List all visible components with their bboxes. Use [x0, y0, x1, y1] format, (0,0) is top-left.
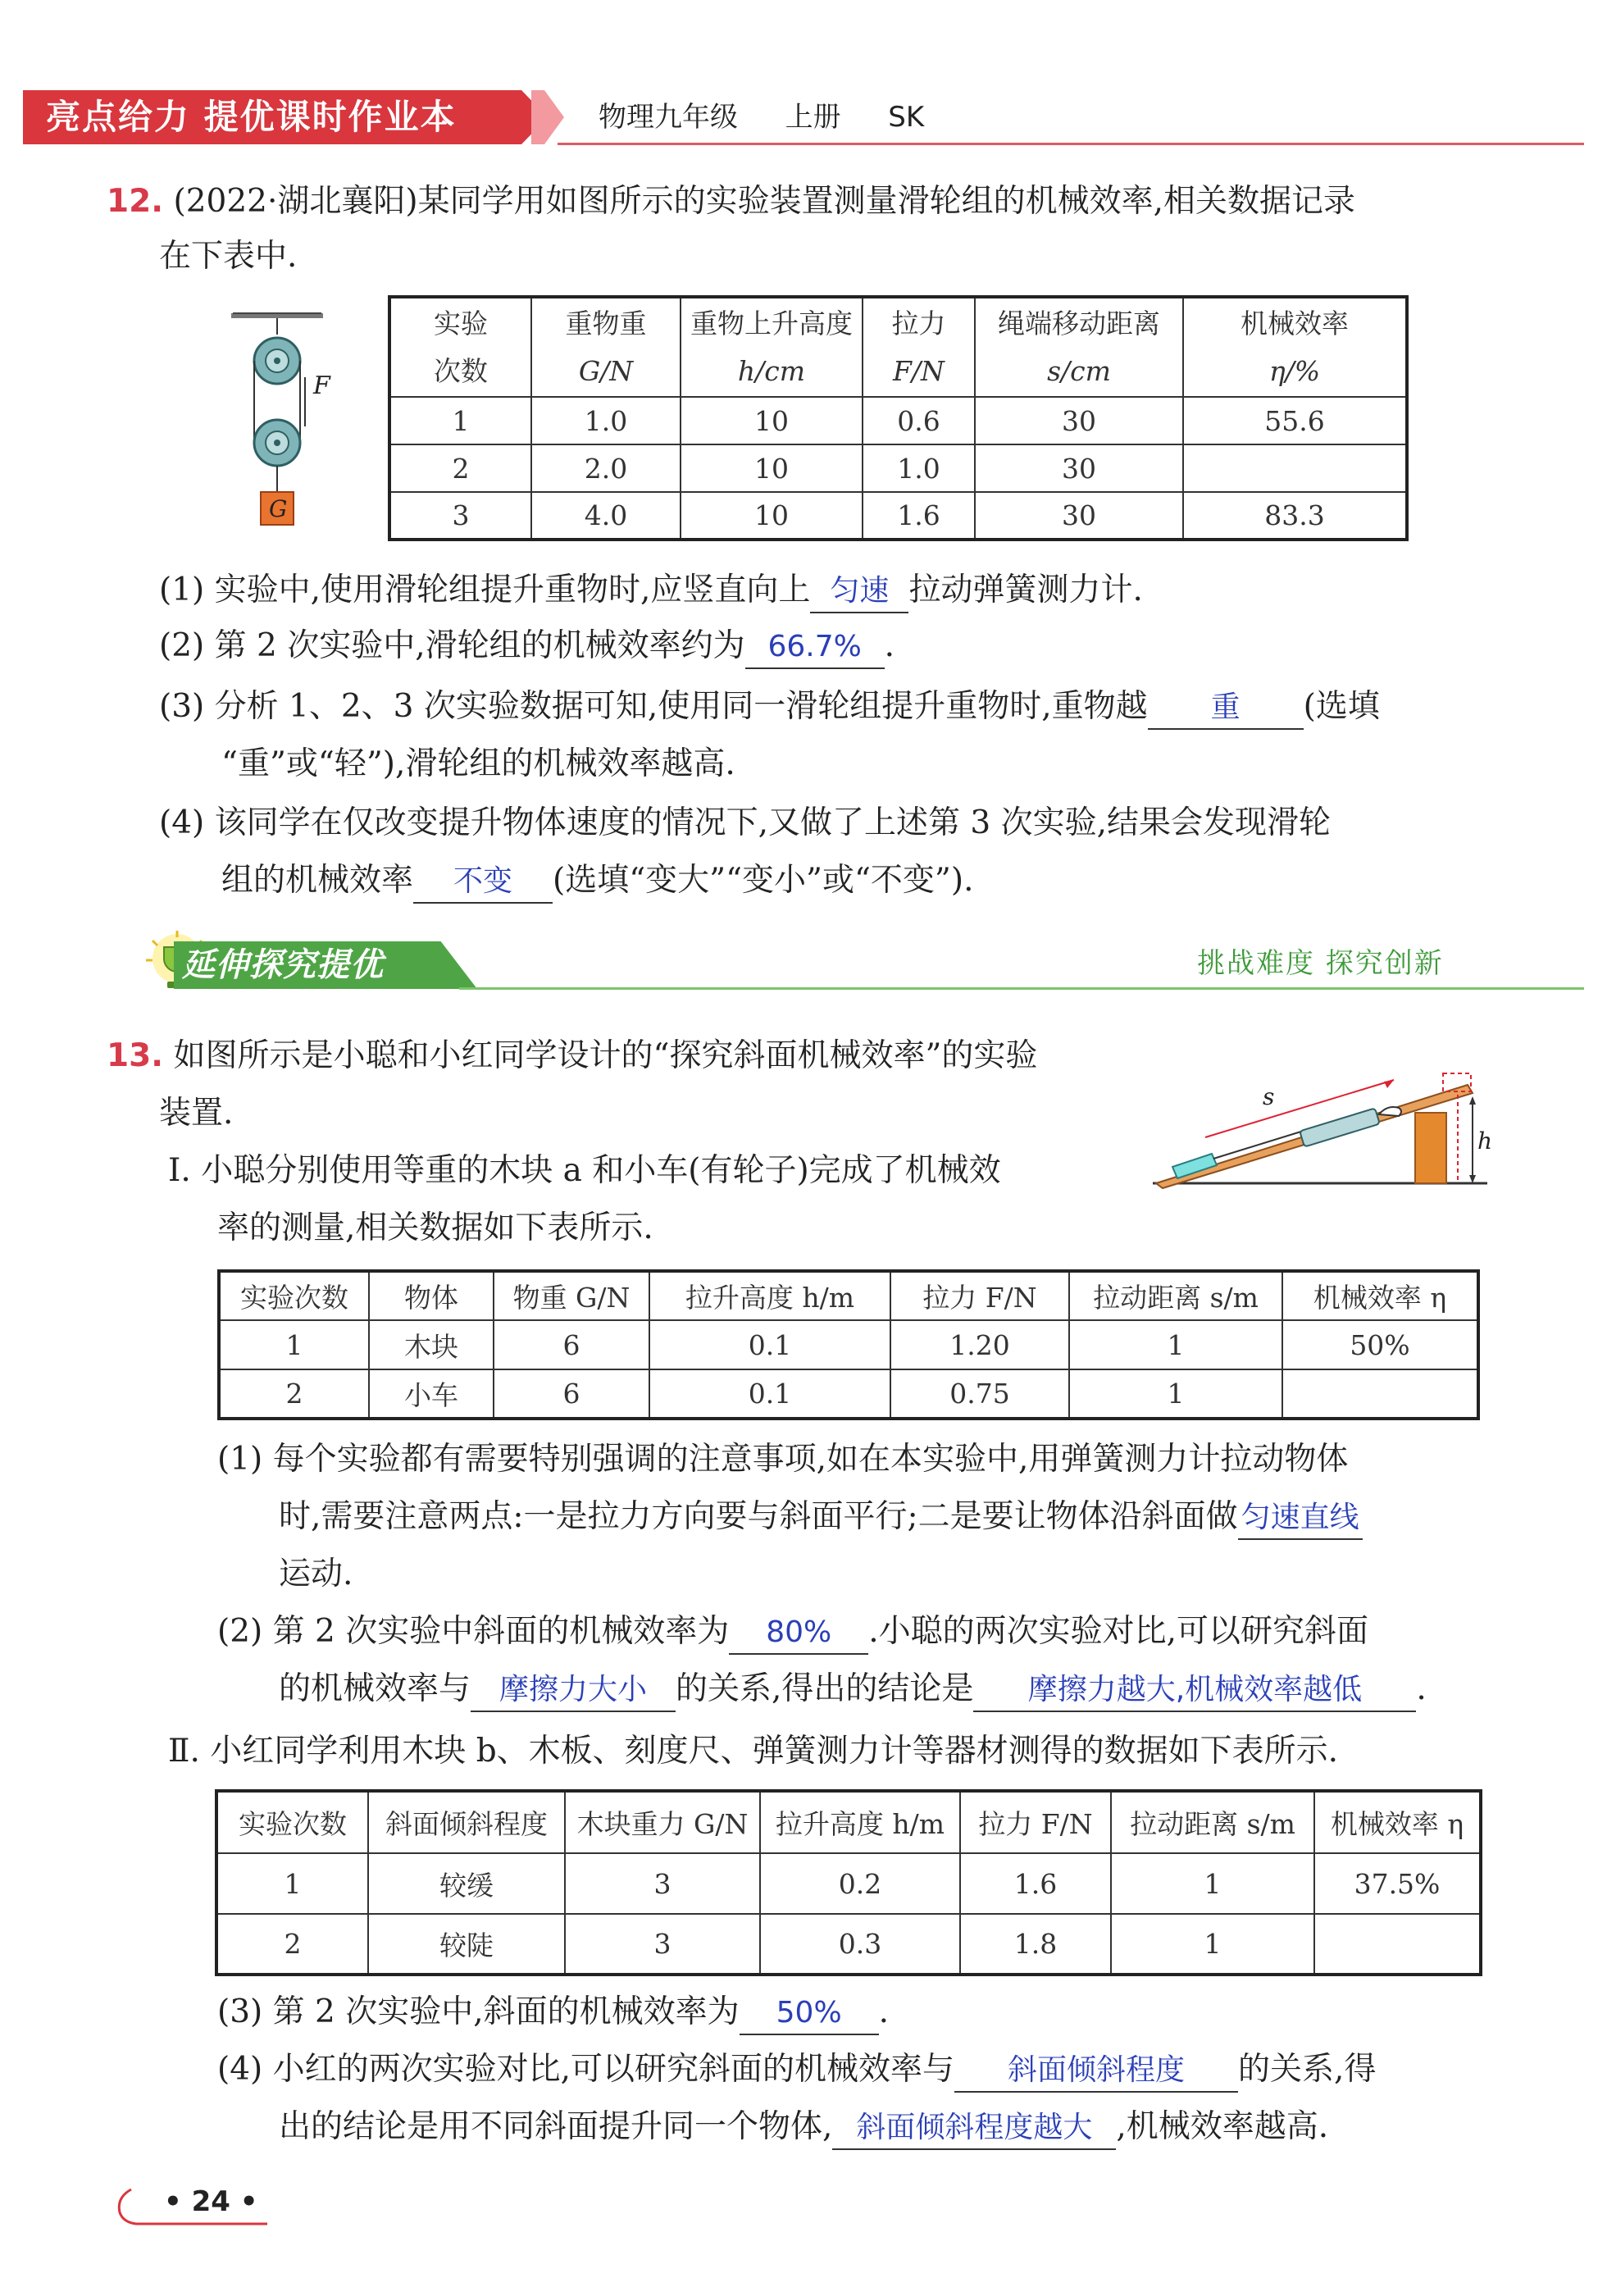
table-header-row — [219, 1271, 1478, 1320]
answer-blank[interactable]: 50% — [740, 1993, 879, 2035]
cell: 50% — [1282, 1320, 1478, 1369]
q12-sub3: (3) 分析 1、2、3 次实验数据可知,使用同一滑轮组提升重物时,重物越 重 (选填 — [159, 677, 1380, 736]
cell: 1.0 — [531, 397, 681, 444]
q13-stem — [107, 1027, 1037, 1086]
q13-t2-th: 斜面倾斜程度 — [368, 1791, 565, 1853]
q13-t1-th: 拉升高度 h/m — [649, 1271, 890, 1320]
q13-t2-th: 拉力 F/N — [960, 1791, 1111, 1853]
cell: 10 — [681, 492, 863, 540]
cell: 0.1 — [649, 1320, 890, 1369]
incline-figure — [1148, 1062, 1492, 1193]
q13-partI-line1: Ⅰ. 小聪分别使用等重的木块 a 和小车(有轮子)完成了机械效 — [168, 1152, 1001, 1189]
q13-sub2-line2: 的机械效率与 摩擦力大小 的关系,得出的结论是 摩擦力越大,机械效率越低 . — [279, 1660, 1427, 1719]
cell: 2.0 — [531, 444, 681, 492]
cell: 0.1 — [649, 1369, 890, 1419]
q13-t1-th: 拉动距离 s/m — [1069, 1271, 1282, 1320]
answer-blank[interactable]: 匀速 — [810, 571, 908, 613]
table-header-row — [389, 297, 1407, 397]
q12-th-weight: 重物重 G/N — [531, 297, 681, 397]
incline-h-label: h — [1477, 1128, 1492, 1155]
answer-blank[interactable]: 66.7% — [745, 626, 885, 669]
cell: 较缓 — [368, 1853, 565, 1914]
q12-stem-line1: (2022·湖北襄阳)某同学用如图所示的实验装置测量滑轮组的机械效率,相关数据记录 — [173, 183, 1355, 220]
cell: 55.6 — [1183, 397, 1407, 444]
q13-sub4-line1: (4) 小红的两次实验对比,可以研究斜面的机械效率与 斜面倾斜程度 的关系,得 — [217, 2040, 1376, 2099]
incline-s-label: s — [1263, 1083, 1275, 1110]
header-brand: 亮点给力 提优课时作业本 — [46, 97, 457, 137]
answer-blank[interactable]: 摩擦力越大,机械效率越低 — [973, 1670, 1416, 1712]
cell: 1.0 — [863, 444, 975, 492]
q13-t2-th: 机械效率 η — [1314, 1791, 1481, 1853]
answer-blank[interactable]: 斜面倾斜程度越大 — [832, 2107, 1116, 2150]
q13-sub1-line1: (1) 每个实验都有需要特别强调的注意事项,如在本实验中,用弹簧测力计拉动物体 — [217, 1441, 1349, 1478]
cell: 6 — [494, 1369, 649, 1419]
cell: 1.6 — [960, 1853, 1111, 1914]
pulley-figure — [221, 312, 336, 533]
cell: 2 — [389, 444, 531, 492]
cell: 1.8 — [960, 1914, 1111, 1975]
q13-t2-th: 实验次数 — [216, 1791, 368, 1853]
cell: 0.75 — [890, 1369, 1069, 1419]
header-edition: SK — [888, 101, 925, 134]
q13-sub3: (3) 第 2 次实验中,斜面的机械效率为 50% . — [217, 1983, 889, 2042]
table-row — [219, 1369, 1478, 1419]
cell: 6 — [494, 1320, 649, 1369]
section-title: 延伸探究提优 — [182, 946, 384, 984]
q12-table — [388, 295, 1409, 541]
cell: 小车 — [369, 1369, 494, 1419]
pulley-force-label: F — [313, 371, 330, 400]
table-row — [216, 1853, 1481, 1914]
cell — [1183, 444, 1407, 492]
answer-blank[interactable]: 重 — [1148, 687, 1304, 730]
section-rule — [459, 987, 1584, 990]
cell: 10 — [681, 444, 863, 492]
cell: 83.3 — [1183, 492, 1407, 540]
q13-t1-th: 拉力 F/N — [890, 1271, 1069, 1320]
table-row — [389, 397, 1407, 444]
cell: 0.2 — [760, 1853, 960, 1914]
answer-blank[interactable]: 斜面倾斜程度 — [954, 2050, 1238, 2093]
q12-sub4-line2: 组的机械效率 不变 (选填“变大”“变小”或“不变”). — [221, 851, 973, 910]
header-rule — [558, 143, 1584, 145]
q12-sub2: (2) 第 2 次实验中,滑轮组的机械效率约为 66.7% . — [159, 617, 895, 676]
q13-stem-line2: 装置. — [159, 1095, 234, 1132]
page-number: • 24 • — [164, 2185, 258, 2218]
header-volume: 上册 — [785, 101, 841, 134]
cell — [1314, 1914, 1481, 1975]
answer-blank[interactable]: 80% — [729, 1612, 868, 1655]
section-right: 挑战难度 探究创新 — [1197, 947, 1444, 980]
q13-t1-th: 物体 — [369, 1271, 494, 1320]
q12-sub3-line2: “重”或“轻”),滑轮组的机械效率越高. — [221, 745, 735, 782]
table-row — [219, 1320, 1478, 1369]
cell: 1 — [216, 1853, 368, 1914]
cell: 1 — [1111, 1914, 1314, 1975]
cell: 木块 — [369, 1320, 494, 1369]
q12-th-height: 重物上升高度 h/cm — [681, 297, 863, 397]
q12-th-trial: 实验 次数 — [389, 297, 531, 397]
q13-sub4-line2: 出的结论是用不同斜面提升同一个物体, 斜面倾斜程度越大 ,机械效率越高. — [279, 2098, 1328, 2157]
q13-t1-th: 实验次数 — [219, 1271, 369, 1320]
q13-number: 13. — [107, 1037, 164, 1074]
q12-stem-line2: 在下表中. — [159, 238, 298, 275]
cell: 1 — [1111, 1853, 1314, 1914]
cell: 4.0 — [531, 492, 681, 540]
table-row — [389, 444, 1407, 492]
pulley-weight-label: G — [269, 495, 288, 522]
header-subject-text: 物理九年级 — [599, 101, 738, 134]
table-header-row — [216, 1791, 1481, 1853]
answer-blank[interactable]: 摩擦力大小 — [471, 1670, 676, 1712]
q13-partI-line2: 率的测量,相关数据如下表所示. — [217, 1210, 653, 1246]
q12-th-efficiency: 机械效率 η/% — [1183, 297, 1407, 397]
table-row — [389, 492, 1407, 540]
q12-sub4-line1: (4) 该同学在仅改变提升物体速度的情况下,又做了上述第 3 次实验,结果会发现滑轮 — [159, 804, 1332, 841]
q13-t2-th: 木块重力 G/N — [565, 1791, 760, 1853]
cell: 1.6 — [863, 492, 975, 540]
q13-sub1-line2: 时,需要注意两点:一是拉力方向要与斜面平行;二是要让物体沿斜面做 匀速直线 — [279, 1487, 1363, 1547]
cell: 1 — [219, 1320, 369, 1369]
q12-stem — [107, 172, 1355, 231]
cell: 1 — [1069, 1369, 1282, 1419]
cell: 1 — [389, 397, 531, 444]
cell: 0.6 — [863, 397, 975, 444]
q12-th-distance: 绳端移动距离 s/cm — [975, 297, 1183, 397]
cell: 3 — [565, 1853, 760, 1914]
q13-sub1-line3: 运动. — [279, 1556, 353, 1592]
header-banner-tip — [531, 90, 564, 144]
answer-blank[interactable]: 不变 — [413, 861, 553, 904]
cell: 30 — [975, 397, 1183, 444]
cell: 10 — [681, 397, 863, 444]
cell: 0.3 — [760, 1914, 960, 1975]
q12-th-force: 拉力 F/N — [863, 297, 975, 397]
q13-partII: Ⅱ. 小红同学利用木块 b、木板、刻度尺、弹簧测力计等器材测得的数据如下表所示. — [168, 1733, 1339, 1770]
answer-blank[interactable]: 匀速直线 — [1238, 1497, 1363, 1540]
q12-sub1: (1) 实验中,使用滑轮组提升重物时,应竖直向上 匀速 拉动弹簧测力计. — [159, 561, 1143, 620]
q13-stem-line1: 如图所示是小聪和小红同学设计的“探究斜面机械效率”的实验 — [173, 1037, 1038, 1074]
cell — [1282, 1369, 1478, 1419]
table-row — [216, 1914, 1481, 1975]
cell: 较陡 — [368, 1914, 565, 1975]
q13-t2-th: 拉升高度 h/m — [760, 1791, 960, 1853]
q13-table2 — [215, 1789, 1482, 1976]
q13-table1 — [217, 1269, 1480, 1420]
cell: 2 — [216, 1914, 368, 1975]
q13-sub2-line1: (2) 第 2 次实验中斜面的机械效率为 80% .小聪的两次实验对比,可以研究斜面 — [217, 1602, 1368, 1661]
cell: 3 — [389, 492, 531, 540]
q13-t2-th: 拉动距离 s/m — [1111, 1791, 1314, 1853]
q12-number: 12. — [107, 183, 164, 220]
q13-t1-th: 机械效率 η — [1282, 1271, 1478, 1320]
cell: 1 — [1069, 1320, 1282, 1369]
q13-t1-th: 物重 G/N — [494, 1271, 649, 1320]
cell: 3 — [565, 1914, 760, 1975]
header-subject — [599, 92, 924, 143]
cell: 2 — [219, 1369, 369, 1419]
cell: 30 — [975, 444, 1183, 492]
cell: 30 — [975, 492, 1183, 540]
cell: 37.5% — [1314, 1853, 1481, 1914]
cell: 1.20 — [890, 1320, 1069, 1369]
